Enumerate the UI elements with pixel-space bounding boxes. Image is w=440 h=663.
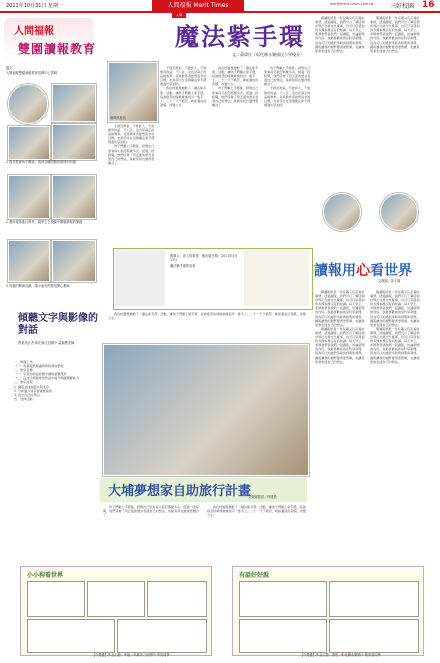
paragraph: 我在校園裡推動了「魔法紫手環」活動，讓孩子們戴上紫手環，每當抱怨的時候就換到另一隻手上。二十一天不抱怨，就能養成好習慣，改變人生。 xyxy=(212,66,259,87)
photo-1 xyxy=(8,84,48,124)
comic-panel xyxy=(239,581,327,617)
clipping-image xyxy=(115,250,165,306)
lesson-line: 四、延伸活動 xyxy=(14,396,33,401)
right-column-1 xyxy=(315,16,365,186)
issue-date: 2011年10月31日 星期一 xyxy=(6,3,64,9)
dream-title: 大埔夢想家自助旅行計畫 xyxy=(108,484,252,499)
comic-panel xyxy=(27,581,85,617)
paragraph: 不抱怨教室，不批評人，不說無用的話，不八卦，這也是真正的品格教育。這是教育者最想追求的目標，也是學生在這個魔法紫手環裡面所學到的。 xyxy=(160,66,207,87)
school-name: 園文 xyxy=(6,66,13,70)
dream-column-2 xyxy=(207,505,307,563)
comic-panel xyxy=(147,581,207,617)
photo-caption-1: 1 我在教育孩子閱讀，看到各種問題感覺特別有趣 xyxy=(6,160,76,164)
lesson-line: （一）班級報紙閱讀與剪報資料整理 xyxy=(14,364,64,369)
lesson-line: 三、教學流程： xyxy=(14,380,36,385)
paragraph: 閱讀報紙是一件有趣又有意義的事情，透過讀報，我們可以了解這個世界正在發生什麼事，也可以學習到許多課本裡沒有的知識。每天早上，老師會帶領我們一起讀報，討論新聞的內容。我最喜歡看的是科學新聞，因為可以知道很多新的發明和發現。讀報讓我的視野變得更寬廣，也讓我更會表達自己的想法。 xyxy=(315,290,365,327)
paragraph: 孩子們戴上手環後，發現自己原來每天抱怨那麼多次。經過一段時間，他們學會了用正面的語言表達自己的想法，班級氣氛也變得更融洽了。 xyxy=(212,86,259,107)
paragraph: 閱讀報紙是一件有趣又有意義的事情，透過讀報，我們可以了解這個世界正在發生什麼事，也可以學習到許多課本裡沒有的知識。每天早上，老師會帶領我們一起讀報，討論新聞的內容。我最喜歡看的是科學新聞，因為可以知道很多新的發明和發現。讀報讓我的視野變得更寬廣，也讓我更會表達自己的想法。 xyxy=(370,290,420,327)
lesson-line: （一）學習如何從新聞中擷取重要訊息 xyxy=(14,372,67,377)
student-photo xyxy=(323,193,361,231)
feature-column-1 xyxy=(315,290,365,560)
photo-2b xyxy=(52,175,96,219)
title-tag: 人間 xyxy=(172,12,186,18)
comic-panel xyxy=(27,619,115,653)
article-column-2 xyxy=(212,66,260,242)
author-portrait xyxy=(108,62,158,122)
photo-1d xyxy=(52,124,96,160)
page-number: 16 xyxy=(422,0,435,10)
dream-credit: 文與圖提供／林建昌 xyxy=(248,495,277,499)
lesson-title: 傾聽文字與影像的對話 xyxy=(18,313,98,336)
comic-caption-1: 【小漫畫】作品主題：幸福／高雄市三民國中 李宜同學 xyxy=(92,653,170,657)
comic-panel xyxy=(239,619,327,653)
heading-part: 讀報 xyxy=(314,263,342,279)
section-name: 三好校園 xyxy=(390,3,415,10)
heading-part: 用 xyxy=(342,263,356,279)
article-continued xyxy=(108,312,308,342)
heading-part: 心 xyxy=(356,263,370,279)
comic-panel xyxy=(329,581,419,617)
contact-email: mer@merit-times.com.tw xyxy=(330,2,374,6)
comic-title: 小小狗看世界 xyxy=(27,572,64,579)
article-title: 魔法紫手環 xyxy=(175,23,305,51)
dream-column-1 xyxy=(103,505,203,563)
paragraph: 不抱怨教室，不批評人，不說無用的話，不八卦，這也是真正的品格教育。這是教育者最想追求的目標，也是學生在這個魔法紫手環裡面所學到的。 xyxy=(264,86,311,107)
photo-1c xyxy=(8,126,50,160)
paragraph: 我在校園裡推動了「魔法紫手環」活動，讓孩子們戴上紫手環，每當抱怨的時候就換到另一隻手上。二十一天不抱怨，就能養成好習慣，改變人生。 xyxy=(108,312,306,321)
clipping-caption: 報導人：育人的事業 報出版日期：2011年3月17日 xyxy=(170,254,238,262)
paragraph: 我在校園裡推動了「魔法紫手環」活動，讓孩子們戴上紫手環，每當抱怨的時候就換到另一隻手上。二十一天不抱怨，就能養成好習慣，改變人生。 xyxy=(160,86,207,107)
comic-caption-2: 【小漫畫】作品主題：感恩／彰化縣永樂國小 龍家語同學 xyxy=(300,653,381,657)
badge-subtitle: 雙園讀報教育 xyxy=(18,42,97,56)
paragraph: 不抱怨教室，不批評人，不說無用的話，不八卦，這也是真正的品格教育。這是教育者最想追求的目標，也是學生在這個魔法紫手環裡面所學到的。 xyxy=(108,124,155,145)
paragraph: 孩子們戴上手環後，發現自己原來每天抱怨那麼多次。經過一段時間，他們學會了用正面的語言表達自己的想法，班級氣氛也變得更融洽了。 xyxy=(264,66,311,87)
lesson-plan xyxy=(14,360,94,558)
clipping-article xyxy=(244,250,309,306)
photo-2 xyxy=(8,175,50,219)
student-photo-2 xyxy=(380,193,418,231)
paragraph: 閱讀報紙是一件有趣又有意義的事情，透過讀報，我們可以了解這個世界正在發生什麼事，也可以學習到許多課本裡沒有的知識。每天早上，老師會帶領我們一起讀報，討論新聞的內容。我最喜歡看的是科學新聞，因為可以知道很多新的發明和發現。讀報讓我的視野變得更寬廣，也讓我更會表達自己的想法。 xyxy=(315,326,365,364)
school-sub: 人間福報雙園讀報教育指導中心供稿 xyxy=(6,71,57,75)
heading-part: 看世界 xyxy=(370,263,412,279)
comic-strip-2 xyxy=(232,566,424,656)
comic-panel xyxy=(329,619,419,653)
clipping-caption-2: 魔法紫手環的故事 xyxy=(170,264,196,268)
article-column-3 xyxy=(264,66,311,242)
lesson-line: 一、準備工作： xyxy=(14,360,36,364)
paragraph: 閱讀報紙是一件有趣又有意義的事情，透過讀報，我們可以了解這個世界正在發生什麼事，也可以學習到許多課本裡沒有的知識。每天早上，老師會帶領我們一起讀報，討論新聞的內容。我最喜歡看的是科學新聞，因為可以知道很多新的發明和發現。讀報讓我的視野變得更寬廣，也讓我更會表達自己的想法。 xyxy=(370,16,420,53)
comic-panel xyxy=(117,619,207,653)
photo-caption-3: 3 有趣的閱讀活動，讓小朋友們都很開心參與 xyxy=(6,284,70,288)
photo-3 xyxy=(8,240,50,282)
right-column-2 xyxy=(370,16,420,186)
paragraph: 我在校園裡推動了「魔法紫手環」活動，讓孩子們戴上紫手環，每當抱怨的時候就換到另一隻手上。二十一天不抱怨，就能養成好習慣，改變人生。 xyxy=(207,505,306,518)
photo-3b xyxy=(52,240,96,282)
comic-title: 有話好好說 xyxy=(239,572,270,579)
newspaper-logo: 人間福報 Merit Times xyxy=(152,0,244,11)
group-photo xyxy=(103,344,309,476)
feature-column-2 xyxy=(370,290,420,560)
feature-author: 文與圖／黃子瑜 xyxy=(378,279,401,283)
lesson-line: 2. 分析圖片並學習重要資訊。 xyxy=(14,388,56,393)
feature-heading xyxy=(314,260,412,280)
lesson-line: 3. 說出自己的想法。 xyxy=(14,392,43,397)
paragraph: 孩子們戴上手環後，發現自己原來每天抱怨那麼多次。經過一段時間，他們學會了用正面的語言表達自己的想法，班級氣氛也變得更融洽了。 xyxy=(108,144,155,165)
article-column-1 xyxy=(160,66,208,242)
comic-strip-1 xyxy=(20,566,212,656)
article-column-0 xyxy=(108,124,156,242)
lesson-line: （二）從文字與影像的對話中提升閱讀理解能力 xyxy=(14,376,79,381)
photo-caption-2: 2 運用報紙進行教學，讓學生在校園中體驗讀報的樂趣 xyxy=(6,220,83,224)
lesson-line: 二、教學目標 xyxy=(14,368,33,373)
photo-1b xyxy=(52,84,96,122)
portrait-caption: 蔣偉民校長 xyxy=(110,116,126,120)
paragraph: 閱讀報紙是一件有趣又有意義的事情，透過讀報，我們可以了解這個世界正在發生什麼事，也可以學習到許多課本裡沒有的知識。每天早上，老師會帶領我們一起讀報，討論新聞的內容。我最喜歡看的是科學新聞，因為可以知道很多新的發明和發現。讀報讓我的視野變得更寬廣，也讓我更會表達自己的想法。 xyxy=(370,326,420,364)
lesson-line: 1. 讀報並找到圖片與文章。 xyxy=(14,384,52,389)
lesson-author: 教案設計者 彰化縣文昌國小 蕭瑞豐老師 xyxy=(18,341,75,345)
comic-panel xyxy=(87,581,145,617)
badge-title: 人間福報 xyxy=(14,26,54,37)
paragraph: 孩子們戴上手環後，發現自己原來每天抱怨那麼多次。經過一段時間，他們學會了用正面的語言表達自己的想法，班級氣氛也變得更融洽了。 xyxy=(103,505,199,518)
paragraph: 閱讀報紙是一件有趣又有意義的事情，透過讀報，我們可以了解這個世界正在發生什麼事，也可以學習到許多課本裡沒有的知識。每天早上，老師會帶領我們一起讀報，討論新聞的內容。我最喜歡看的是科學新聞，因為可以知道很多新的發明和發現。讀報讓我的視野變得更寬廣，也讓我更會表達自己的想法。 xyxy=(315,16,365,53)
article-author: 文／蔣偉民（彰化縣永樂國民小學校長） xyxy=(232,52,304,57)
